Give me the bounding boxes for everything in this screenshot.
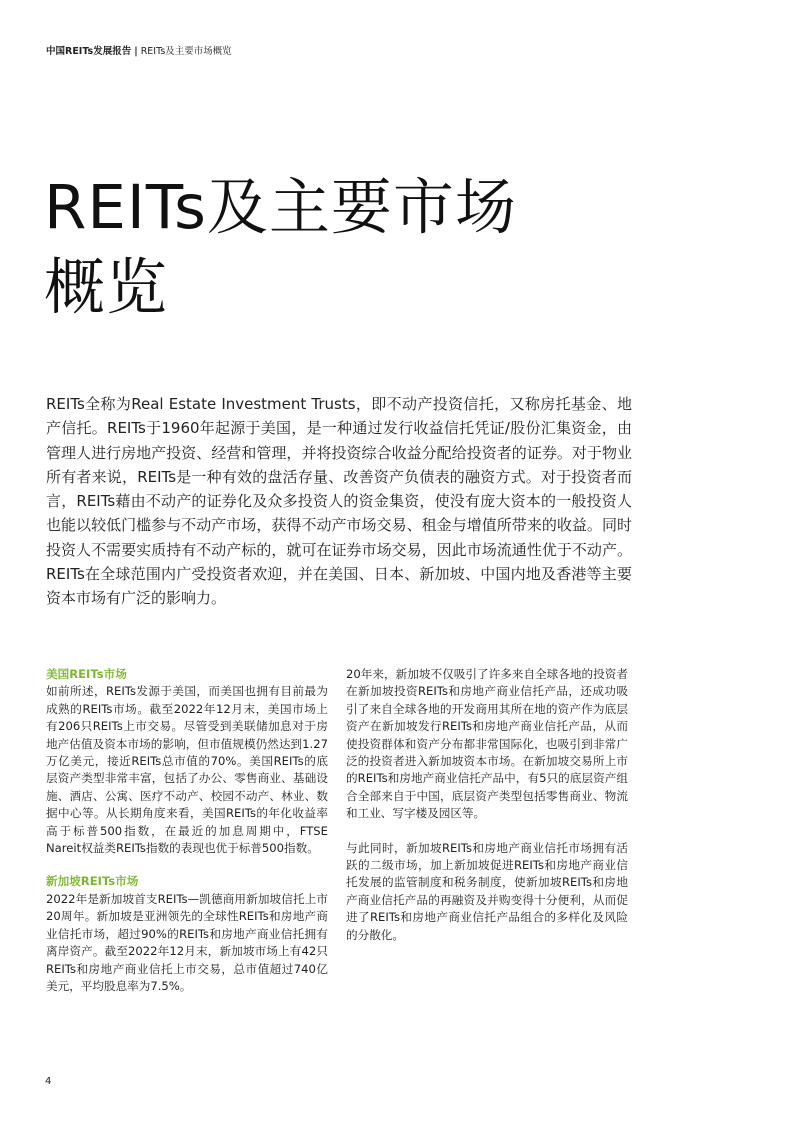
page-title xyxy=(44,168,517,328)
sg-reits-paragraph-1: 2022年是新加坡首支REITs—凯德商用新加坡信托上市20周年。新加坡是亚洲领先的全球性REITs和房地产商业信托市场，超过90%的REITs和房地产商业信托拥有离岸资产。截至2022年12月末，新加坡市场上有42只REITs和房地产商业信托上市交易，总市值超过740亿美元，平均股息率为7.5%。 xyxy=(46,891,328,993)
header-report-title: 中国REITs发展报告 xyxy=(46,46,132,57)
left-column xyxy=(46,666,328,1012)
page-title-line-2: 概览 xyxy=(44,252,169,323)
page-number: 4 xyxy=(45,1076,52,1087)
running-header xyxy=(46,43,232,57)
us-reits-paragraph: 如前所述，REITs发源于美国，而美国也拥有目前最为成熟的REITs市场。截至2022年12月末，美国市场上有206只REITs上市交易。尽管受到美联储加息对于房地产估值及资本市场的影响，但市值规模仍然达到1.27万亿美元，接近REITs总市值的70%。美国REITs的底层资产类型非常丰富，包括了办公、零售商业、基础设施、酒店、公寓、医疗不动产、校园不动产、林业、数据中心等。从长期角度来看，美国REITs的年化收益率高于标普500指数，在最近的加息周期中，FTSE Nareit权益类REITs指数的表现也优于标普500指数。 xyxy=(46,684,328,856)
header-separator: | xyxy=(134,46,138,57)
sg-reits-paragraph-3: 与此同时，新加坡REITs和房地产商业信托市场拥有活跃的二级市场，加上新加坡促进REITs和房地产商业信托发展的监管制度和税务制度，使新加坡REITs和房地产商业信托产品的再融资及并购变得十分便利，从而促进了REITs和房地产商业信托产品组合的多样化及风险的分散化。 xyxy=(346,840,628,942)
right-column xyxy=(346,666,628,961)
intro-paragraph: REITs全称为Real Estate Investment Trusts，即不动产投资信托，又称房托基金、地产信托。REITs于1960年起源于美国，是一种通过发行收益信托凭证/股份汇集资金，由管理人进行房地产投资、经营和管理，并将投资综合收益分配给投资者的证券。对于物业所有者来说，REITs是一种有效的盘活存量、改善资产负债表的融资方式。对于投资者而言，REITs藉由不动产的证券化及众多投资人的资金集资，使没有庞大资本的一般投资人也能以较低门槛参与不动产市场，获得不动产市场交易、租金与增值所带来的收益。同时投资人不需要实质持有不动产标的，就可在证券市场交易，因此市场流通性优于不动产。REITs在全球范围内广受投资者欢迎，并在美国、日本、新加坡、中国内地及香港等主要资本市场有广泛的影响力。 xyxy=(46,395,632,608)
page-title-line-1: REITs及主要市场 xyxy=(44,172,517,243)
sg-reits-heading: 新加坡REITs市场 xyxy=(46,874,139,889)
header-section-title: REITs及主要市场概览 xyxy=(140,46,232,57)
us-reits-heading: 美国REITs市场 xyxy=(46,667,127,681)
sg-reits-paragraph-2: 20年来，新加坡不仅吸引了许多来自全球各地的投资者在新加坡投资REITs和房地产商业信托产品，还成功吸引了来自全球各地的开发商用其所在地的资产作为底层资产在新加坡发行REITs和房地产商业信托产品，从而使投资群体和资产分布都非常国际化，也吸引到非常广泛的投资者进入新加坡资本市场。在新加坡交易所上市的REITs和房地产商业信托产品中，有5只的底层资产组合全部来自于中国，底层资产类型包括零售商业、物流和工业、写字楼及园区等。 xyxy=(346,667,628,821)
